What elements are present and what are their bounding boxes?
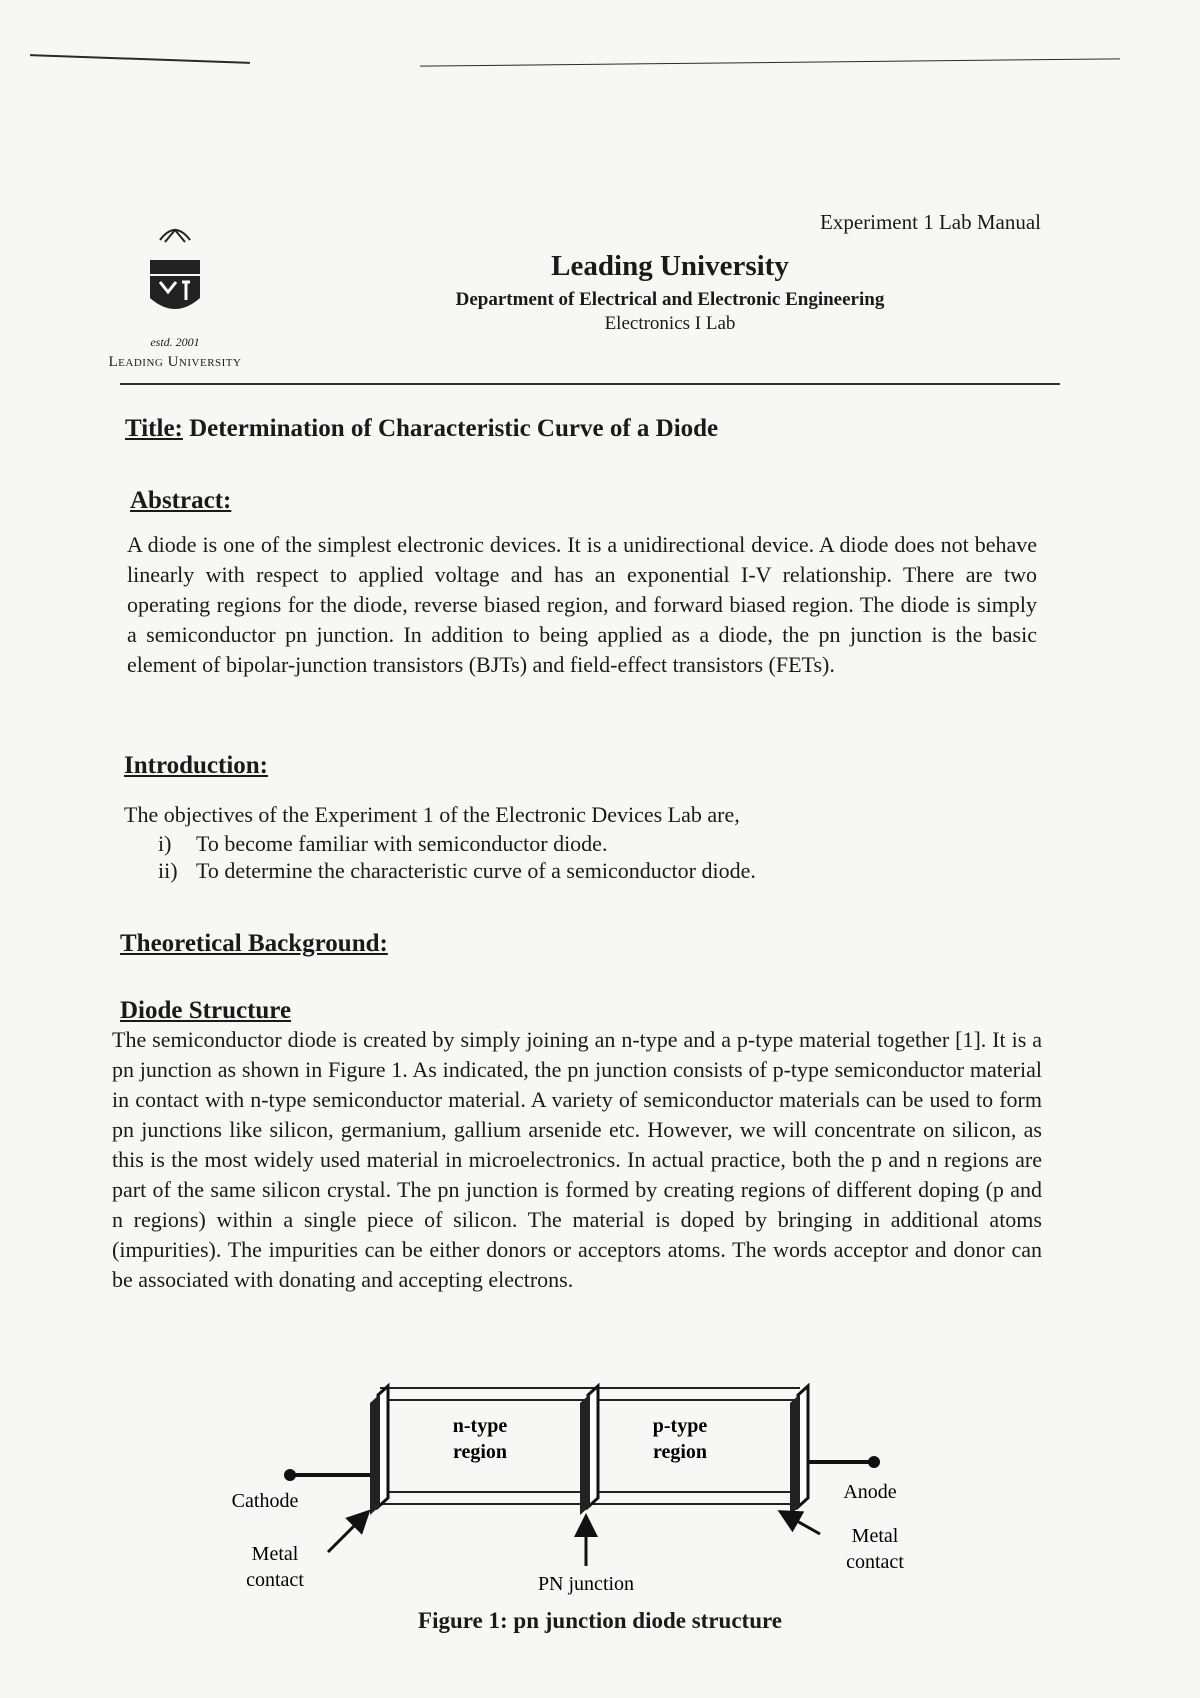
list-item-text: To determine the characteristic curve of a semiconductor diode. — [196, 858, 756, 883]
header-divider — [120, 383, 1060, 385]
list-item — [158, 857, 756, 884]
cathode-terminal — [284, 1469, 296, 1481]
experiment-tag: Experiment 1 Lab Manual — [820, 210, 1042, 234]
objectives-list — [158, 830, 756, 884]
theory-body: The semiconductor diode is created by simply joining an n-type and a p-type material together [1]. It is a pn junction as shown in Figure 1. As indicated, the pn junction consists of p-type semiconductor material in contact with n-type semiconductor material. A variety of semiconductor materials can be used to form pn junctions like silicon, germanium, gallium arsenide etc. However, we will concentrate on silicon, as this is the most widely used material in microelectronics. In actual practice, both the p and n regions are part of the same silicon crystal. The pn junction is formed by creating regions of different doping (p and n regions) within a single piece of silicon. The material is doped by bringing in additional atoms (impurities). The impurities can be either donors or acceptors atoms. The words acceptor and donor can be associated with donating and accepting electrons. — [112, 1027, 1042, 1292]
introduction-heading: Introduction: — [124, 752, 269, 779]
junction-plate-face — [580, 1394, 590, 1515]
metal-contact-left-2: contact — [246, 1569, 304, 1591]
cathode-label: Cathode — [231, 1490, 299, 1512]
lab-name: Electronics I Lab — [604, 313, 736, 334]
list-item — [158, 830, 756, 857]
list-item-number: i) — [158, 831, 172, 856]
abstract-heading: Abstract: — [130, 487, 232, 514]
logo-text: Leading University — [108, 354, 242, 370]
crest-icon — [120, 220, 230, 330]
p-region-label-1: p-type — [652, 1415, 708, 1437]
p-region-label-2: region — [652, 1441, 708, 1463]
metal-contact-right-1: Metal — [851, 1525, 899, 1547]
department-name: Department of Electrical and Electronic Engineering — [455, 289, 885, 310]
introduction-lead: The objectives of the Experiment 1 of the Electronic Devices Lab are, — [124, 802, 740, 827]
logo-estd: estd. 2001 — [150, 335, 200, 349]
scan-artifact-line — [30, 54, 250, 64]
title-text: Determination of Characteristic Curve of a Diode — [189, 415, 719, 442]
theory-heading: Theoretical Background: — [120, 930, 388, 957]
title-label: Title: — [125, 415, 183, 442]
n-region-label-1: n-type — [452, 1415, 508, 1437]
anode-terminal — [868, 1456, 880, 1468]
left-metal-contact-face — [370, 1394, 380, 1515]
document-header — [330, 250, 1010, 335]
university-name: Leading University — [551, 250, 789, 282]
abstract-body: A diode is one of the simplest electronic devices. It is a unidirectional device. A diode does not behave linearly with respect to applied voltage and has an exponential I-V relationship. There are two operating regions for the diode, reverse biased region, and forward biased region. The diode is simply a semiconductor pn junction. In addition to being applied as a diode, the pn junction is the basic element of bipolar-junction transistors (BJTs) and field-effect transistors (FETs). — [127, 532, 1037, 677]
metal-contact-right-2: contact — [846, 1551, 904, 1573]
metal-contact-left-1: Metal — [251, 1543, 299, 1565]
pn-junction-label: PN junction — [537, 1573, 635, 1595]
diode-structure-heading: Diode Structure — [120, 997, 292, 1024]
figure-caption: Figure 1: pn junction diode structure — [418, 1608, 782, 1633]
right-metal-contact-face — [790, 1394, 800, 1515]
page-title — [125, 415, 718, 443]
list-item-text: To become familiar with semiconductor diode. — [196, 831, 608, 856]
university-logo — [90, 220, 260, 371]
anode-label: Anode — [843, 1481, 897, 1503]
pn-junction-diagram — [230, 1370, 930, 1600]
scan-artifact-line — [420, 58, 1120, 66]
n-region-label-2: region — [452, 1441, 508, 1463]
right-contact-arrow — [788, 1516, 820, 1534]
list-item-number: ii) — [158, 858, 178, 883]
left-contact-arrow — [328, 1518, 362, 1552]
